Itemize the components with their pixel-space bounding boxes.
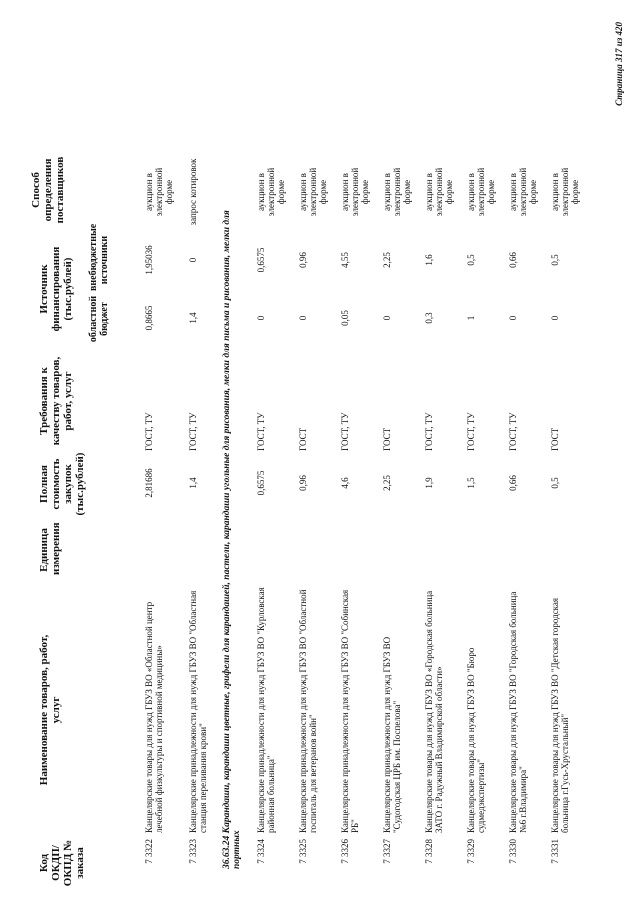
row-requirements: ГОСТ <box>298 427 308 451</box>
row-method: аукцион в электронной форме <box>144 167 174 217</box>
row-extra: 0,96 <box>298 252 308 268</box>
row-requirements: ГОСТ, ТУ <box>424 412 434 451</box>
row-code: 7 3322 <box>144 839 154 864</box>
row-code: 7 3331 <box>550 839 560 864</box>
row-regional: 0,3 <box>424 312 434 324</box>
row-name: Канцелярские товары для нужд ГБУЗ ВО "Бюро судмедэкспертизы" <box>466 647 486 833</box>
row-extra: 0,5 <box>550 254 560 266</box>
row-cost: 4,6 <box>340 477 350 489</box>
row-regional: 0 <box>508 315 518 321</box>
row-extra: 2,25 <box>382 252 392 268</box>
header-name: Наименование товаров, работ, услуг <box>38 634 62 786</box>
row-requirements: ГОСТ <box>382 427 392 451</box>
row-extra: 0,5 <box>466 254 476 266</box>
row-method: аукцион в электронной форме <box>550 167 580 217</box>
row-extra: 1,95036 <box>144 245 154 275</box>
row-regional: 0 <box>382 315 392 321</box>
header-cost: Полная стоимость закупок (тыс.рублей) <box>38 452 86 516</box>
header-source: Источник финансирования (тыс.рублей) <box>38 246 74 332</box>
row-cost: 0,96 <box>298 475 308 491</box>
row-regional: 0 <box>256 315 266 321</box>
row-code: 7 3328 <box>424 839 434 864</box>
row-name: Канцелярские товары для нужд ГБУЗ ВО «Городская больница ЗАТО г. Радужный Владимирской области» <box>424 590 444 833</box>
row-regional: 0,8665 <box>144 305 154 331</box>
row-requirements: ГОСТ <box>550 427 560 451</box>
row-extra: 0,6575 <box>256 247 266 273</box>
row-requirements: ГОСТ, ТУ <box>144 412 154 451</box>
row-name: Канцелярские принадлежности для нужд ГБУЗ ВО "Собинская РБ" <box>340 589 360 833</box>
row-name: Канцелярские товары для нужд ГБУЗ ВО "Городская больница №6 г.Владимира" <box>508 591 528 833</box>
row-name: Канцелярские принадлежности для нужд ГБУЗ ВО "Областной госпиталь для ветеранов войн" <box>298 589 318 833</box>
row-cost: 2,81686 <box>144 468 154 498</box>
row-cost: 0,6575 <box>256 470 266 496</box>
header-code: Код ОКДП/ ОКПД № заказа <box>38 839 86 887</box>
row-method: аукцион в электронной форме <box>256 167 286 217</box>
row-cost: 0,66 <box>508 475 518 491</box>
row-regional: 0,05 <box>340 310 350 326</box>
row-cost: 2,25 <box>382 475 392 491</box>
row-cost: 1,9 <box>424 477 434 489</box>
row-method: аукцион в электронной форме <box>508 167 538 217</box>
row-name: Канцелярские товары для нужд ГБУЗ ВО "Детская городская больница г.Гусь-Хрустальный" <box>550 597 570 833</box>
row-method: аукцион в электронной форме <box>424 167 454 217</box>
row-method: аукцион в электронной форме <box>466 167 496 217</box>
header-source-regional: областной бюджет <box>88 295 110 343</box>
row-name: Канцелярские товары для нужд ГБУЗ ВО «Областной центр лечебной физкультуры и спортивной медицины» <box>144 601 164 833</box>
row-extra: 4,55 <box>340 252 350 268</box>
row-regional: 0 <box>550 315 560 321</box>
section-heading: 36.63.24 Карандаши, карандаши цветные, грифели для карандашей, пастели, карандаши угольные для рисования, мелки для письма и рисования, мелки для портных <box>222 210 242 869</box>
row-code: 7 3326 <box>340 839 350 864</box>
row-cost: 1,5 <box>466 477 476 489</box>
row-requirements: ГОСТ, ТУ <box>508 412 518 451</box>
row-code: 7 3330 <box>508 839 518 864</box>
row-name: Канцелярские принадлежности для нужд ГБУЗ ВО "Судогодская ЦРБ им. Поспелова" <box>382 636 402 833</box>
row-method: аукцион в электронной форме <box>298 167 328 217</box>
row-code: 7 3324 <box>256 839 266 864</box>
row-regional: 0 <box>298 315 308 321</box>
row-regional: 1,4 <box>188 312 198 324</box>
page-number: Страница 317 из 420 <box>614 22 624 106</box>
row-method: запрос котировок <box>188 158 198 226</box>
row-cost: 0,5 <box>550 477 560 489</box>
row-method: аукцион в электронной форме <box>382 167 412 217</box>
row-code: 7 3323 <box>188 839 198 864</box>
row-method: аукцион в электронной форме <box>340 167 370 217</box>
row-requirements: ГОСТ, ТУ <box>256 412 266 451</box>
row-requirements: ГОСТ, ТУ <box>466 412 476 451</box>
header-unit: Единица измерения <box>38 522 62 575</box>
header-requirements: Требования к качеству товаров, работ, услуг <box>38 356 74 446</box>
row-name: Канцелярские принадлежности для нужд ГБУЗ ВО "Областная станция переливания крови" <box>188 590 208 833</box>
row-extra: 0,66 <box>508 252 518 268</box>
header-method: Способ определения поставщиков <box>30 156 66 224</box>
row-code: 7 3329 <box>466 839 476 864</box>
row-extra: 0 <box>188 257 198 263</box>
row-extra: 1,6 <box>424 254 434 266</box>
header-source-extra: внебюджетные источники <box>88 223 110 291</box>
row-requirements: ГОСТ, ТУ <box>340 412 350 451</box>
row-name: Канцелярские принадлежности для нужд ГБУЗ ВО "Курловская районная больница" <box>256 587 276 833</box>
row-code: 7 3327 <box>382 839 392 864</box>
row-cost: 1,4 <box>188 477 198 489</box>
row-code: 7 3325 <box>298 839 308 864</box>
row-requirements: ГОСТ, ТУ <box>188 412 198 451</box>
row-regional: 1 <box>466 315 476 321</box>
